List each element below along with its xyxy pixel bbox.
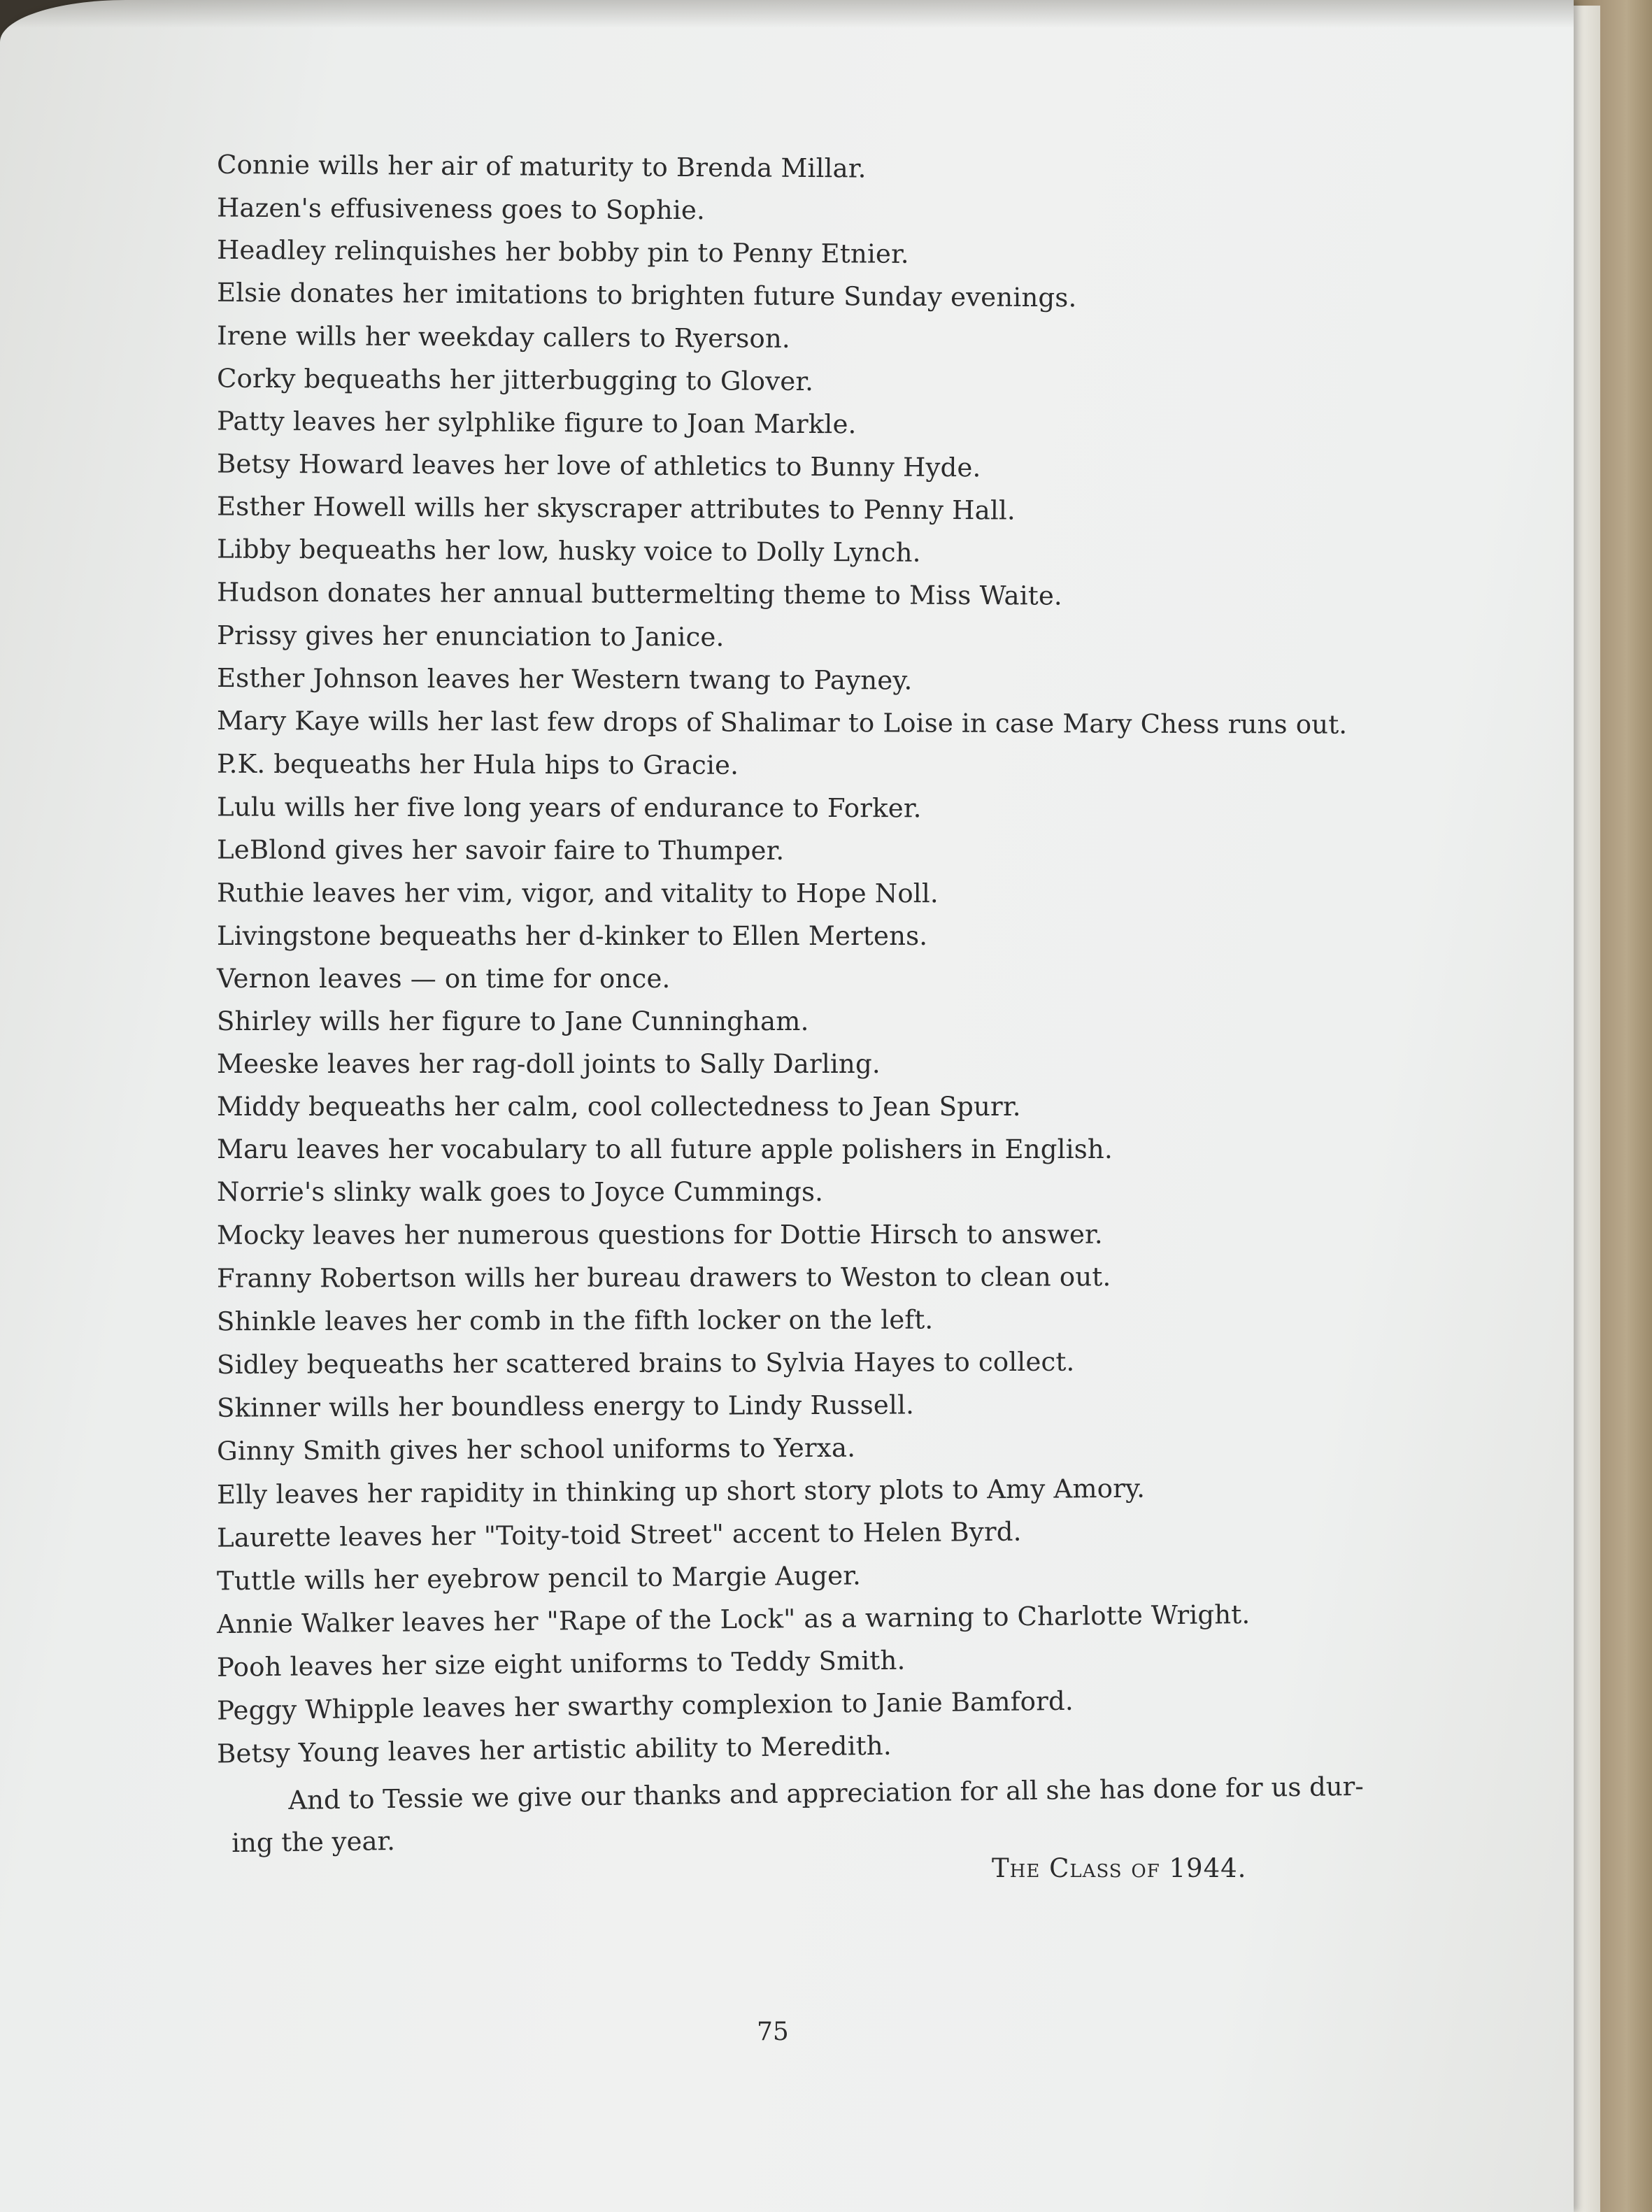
page-number: 75 xyxy=(757,2018,789,2046)
bequest-line: Connie wills her air of maturity to Brenda Millar. xyxy=(216,149,867,184)
bequest-line: Tuttle wills her eyebrow pencil to Margie Auger. xyxy=(216,1560,862,1597)
bequest-line: Sidley bequeaths her scattered brains to Sylvia Hayes to collect. xyxy=(216,1346,1075,1380)
bequest-line: Ginny Smith gives her school uniforms to Yerxa. xyxy=(216,1432,856,1467)
bequest-line: Norrie's slinky walk goes to Joyce Cummings. xyxy=(217,1177,824,1207)
bequest-line: Irene wills her weekday callers to Ryerson. xyxy=(216,320,791,354)
bequest-line: Laurette leaves her "Toity-toid Street" accent to Helen Byrd. xyxy=(216,1516,1022,1553)
bequest-line: Libby bequeaths her low, husky voice to Dolly Lynch. xyxy=(216,534,921,568)
bequest-line: Vernon leaves — on time for once. xyxy=(217,964,671,994)
bequest-line: Shirley wills her figure to Jane Cunningham. xyxy=(217,1006,809,1036)
bequest-line: Betsy Howard leaves her love of athletics to Bunny Hyde. xyxy=(216,448,981,483)
bequest-line: Meeske leaves her rag-doll joints to Sally Darling. xyxy=(217,1049,881,1079)
closing-line-1: And to Tessie we give our thanks and appreciation for all she has done for us dur- xyxy=(288,1771,1365,1815)
bequest-line: Middy bequeaths her calm, cool collectedness to Jean Spurr. xyxy=(217,1092,1021,1122)
bequest-line: P.K. bequeaths her Hula hips to Gracie. xyxy=(216,748,739,780)
bequest-line: Shinkle leaves her comb in the fifth locker on the left. xyxy=(216,1304,934,1337)
bequest-line: Mary Kaye wills her last few drops of Shalimar to Loise in case Mary Chess runs out. xyxy=(216,706,1348,740)
bequest-line: Peggy Whipple leaves her swarthy complexion to Janie Bamford. xyxy=(216,1685,1074,1726)
bequest-line: Mocky leaves her numerous questions for Dottie Hirsch to answer. xyxy=(216,1219,1103,1250)
bequest-line: Maru leaves her vocabulary to all future apple polishers in English. xyxy=(217,1134,1113,1164)
bequest-line: Annie Walker leaves her "Rape of the Lock" as a warning to Charlotte Wright. xyxy=(216,1599,1251,1640)
bequest-line: Betsy Young leaves her artistic ability to Meredith. xyxy=(216,1730,892,1769)
closing-paragraph xyxy=(231,1767,1365,1864)
bequest-line: Elly leaves her rapidity in thinking up short story plots to Amy Amory. xyxy=(216,1473,1146,1510)
bequest-line: Headley relinquishes her bobby pin to Penny Etnier. xyxy=(216,234,909,269)
closing-line-2: ing the year. xyxy=(231,1825,396,1858)
bequest-line: Hudson donates her annual buttermelting theme to Miss Waite. xyxy=(216,577,1063,611)
bequest-line: Livingstone bequeaths her d-kinker to Ellen Mertens. xyxy=(217,921,928,951)
bequest-line: Esther Johnson leaves her Western twang to Payney. xyxy=(216,663,913,696)
bequest-line: Esther Howell wills her skyscraper attributes to Penny Hall. xyxy=(216,491,1016,526)
bequest-line: Hazen's effusiveness goes to Sophie. xyxy=(216,192,706,226)
bequest-line: Skinner wills her boundless energy to Lindy Russell. xyxy=(216,1390,915,1423)
bequest-line: Prissy gives her enunciation to Janice. xyxy=(216,620,725,652)
bequest-line: Franny Robertson wills her bureau drawers to Weston to clean out. xyxy=(216,1262,1111,1294)
bequest-line: Corky bequeaths her jitterbugging to Glover. xyxy=(216,363,814,397)
bequest-line: Elsie donates her imitations to brighten future Sunday evenings. xyxy=(216,277,1077,313)
bequest-line: Ruthie leaves her vim, vigor, and vitality to Hope Noll. xyxy=(216,878,939,909)
bequest-line: Lulu wills her five long years of endurance to Forker. xyxy=(216,792,922,824)
bequest-line: Patty leaves her sylphlike figure to Joan Markle. xyxy=(216,406,857,440)
page-shadow xyxy=(0,0,1574,28)
bequest-list xyxy=(217,147,1406,1768)
class-signature: The Class of 1944. xyxy=(992,1853,1247,1883)
bequest-line: Pooh leaves her size eight uniforms to Teddy Smith. xyxy=(216,1645,906,1683)
bequest-line: LeBlond gives her savoir faire to Thumper. xyxy=(216,834,785,866)
